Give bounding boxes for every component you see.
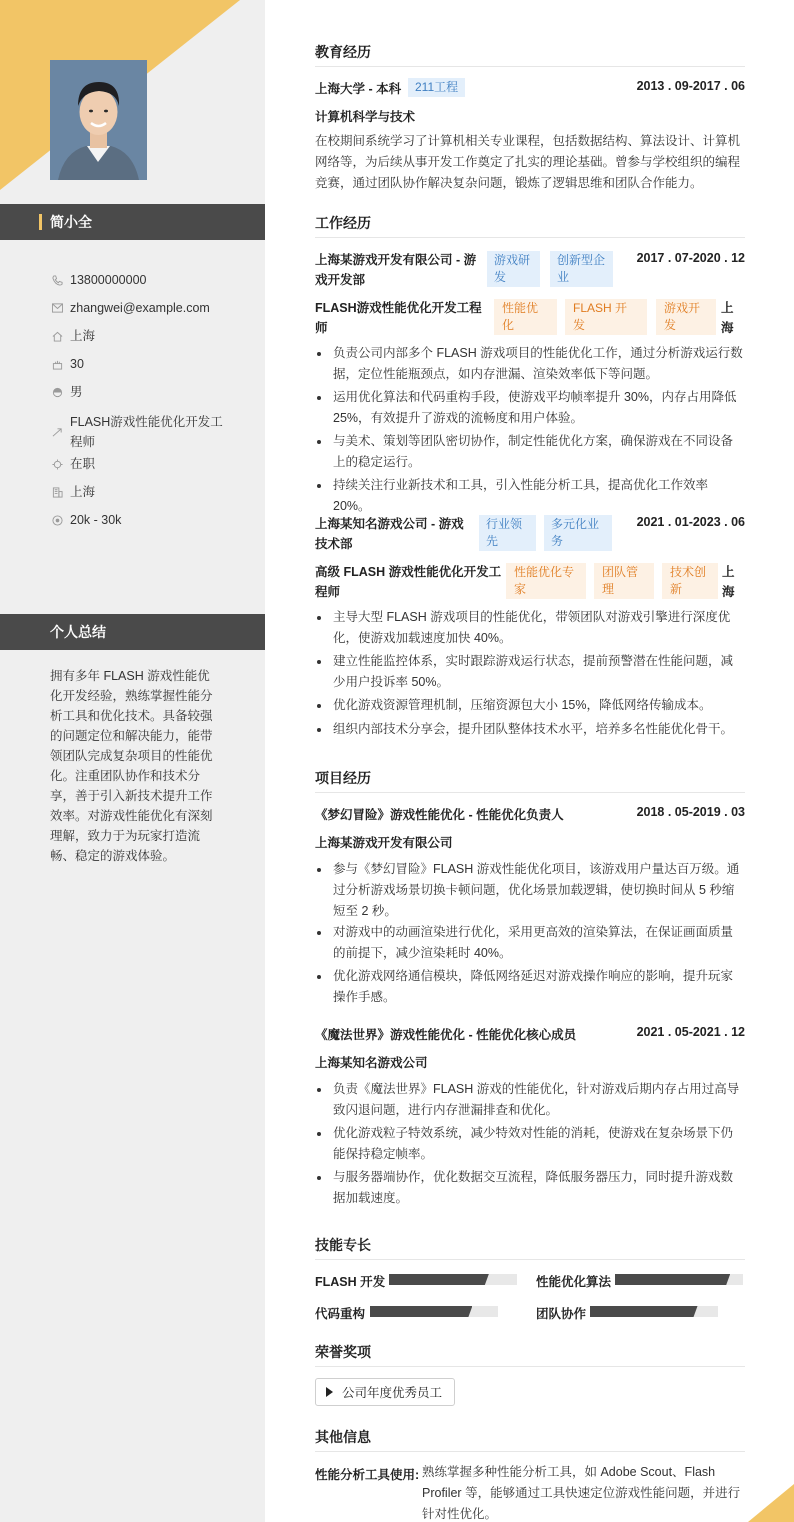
honors-title: 荣誉奖项 [315,1342,745,1367]
summary-header: 个人总结 [0,614,265,650]
other-value: 熟练掌握多种性能分析工具，如 Adobe Scout、Flash Profiler 等，能够通过工具快速定位游戏性能问题，并进行针对性优化。 [422,1465,741,1521]
skill-label: 团队协作 [536,1307,587,1321]
job1-tag-2: 创新型企 业 [550,251,613,287]
play-icon [326,1387,333,1397]
job2-bullet: 优化游戏资源管理机制，压缩资源包大小 15%，降低网络传输成本。 [315,695,745,716]
job2-role-tag-1: 性能优化专 家 [506,563,586,599]
job1-city: 上 海 [721,301,734,335]
project1-date: 2018 . 05-2019 . 03 [636,805,745,819]
project2-name: 《魔法世界》游戏性能优化 - 性能优化核心成员 [315,1028,577,1042]
job1-company: 上海某游戏开发有限公司 - 游 戏开发部 [315,253,477,287]
project1-bullet: 对游戏中的动画渲染进行优化，采用更高效的渲染算法，在保证画面质量的前提下，减少渲染耗时 40%。 [315,922,745,964]
contact-salary: 20k - 30k [50,510,230,538]
job1-bullet: 持续关注行业新技术和工具，引入性能分析工具，提高优化工作效率 20%。 [315,475,745,517]
skill-label: 性能优化算法 [536,1275,612,1289]
major: 计算机科学与技术 [315,110,416,124]
contact-gender: 男 [50,382,230,410]
contact-position: FLASH游戏性能优化开发工程师 [50,410,230,454]
sidebar [0,0,265,1522]
skill-bar-track [590,1306,718,1317]
job1-date: 2017 . 07-2020 . 12 [636,251,745,265]
contact-phone: 13800000000 [50,270,230,298]
contact-email: zhangwei@example.com [50,298,230,326]
job2-role-tag-3: 技术创 新 [662,563,718,599]
job1-tag-1: 游戏研 发 [487,251,540,287]
skill-bar-fill [615,1274,730,1285]
avatar [50,60,147,180]
job1-role-tag-1: 性能优 化 [494,299,557,335]
skills-title: 技能专长 [315,1235,745,1260]
job1-bullet: 负责公司内部多个 FLASH 游戏项目的性能优化工作，通过分析游戏运行数据，定位性能瓶颈点，如内存泄漏、渲染效率低下等问题。 [315,343,745,385]
job2-bullet: 主导大型 FLASH 游戏项目的性能优化，带领团队对游戏引擎进行深度优化，使游戏加载速度加快 40%。 [315,607,745,649]
skill-bar-track [615,1274,743,1285]
skill-label: 代码重构 [315,1307,366,1321]
summary-text: 拥有多年 FLASH 游戏性能优化开发经验，熟练掌握性能分析工具和优化技术。具备较强的问题定位和解决能力，能带领团队完成复杂项目的性能优化。注重团队协作和技术分享，善于引入新技术提升工作效率。对游戏性能优化有深刻理解，致力于为玩家打造流畅、稳定的游戏体验。 [50,669,213,863]
contact-list [50,270,230,538]
home-icon [50,326,64,346]
work-title: 工作经历 [315,213,745,238]
skill-label: FLASH 开发 [315,1275,386,1289]
mail-icon [50,298,64,318]
age-icon [50,354,64,374]
job2-tag-2: 多元化业 务 [544,515,612,551]
skill-bar-fill [590,1306,698,1317]
project2-company: 上海某知名游戏公司 [315,1056,428,1070]
job2-bullet: 建立性能监控体系，实时跟踪游戏运行状态，提前预警潜在性能问题，减少用户投诉率 50%。 [315,651,745,693]
job1-role-tag-2: FLASH 开 发 [565,299,647,335]
education-desc: 在校期间系统学习了计算机相关专业课程，包括数据结构、算法设计、计算机网络等，为后续从事开发工作奠定了扎实的理论基础。曾参与学校组织的编程竞赛，通过团队协作解决复杂问题，锻炼了逻辑思维和团队合作能力。 [315,134,741,190]
skill-bar-fill [389,1274,489,1285]
education-title: 教育经历 [315,42,745,67]
project1-company: 上海某游戏开发有限公司 [315,836,453,850]
job2-date: 2021 . 01-2023 . 06 [636,515,745,529]
other-label: 性能分析工具使用: [315,1468,420,1482]
building-icon [50,482,64,502]
project2-bullet: 优化游戏粒子特效系统，减少特效对性能的消耗，使游戏在复杂场景下仍能保持稳定帧率。 [315,1123,745,1165]
name-bar [0,204,265,240]
job2-bullet: 组织内部技术分享会，提升团队整体技术水平，培养多名性能优化骨干。 [315,719,745,740]
skill-bar-track [389,1274,517,1285]
contact-location: 上海 [50,482,230,510]
status-icon [50,454,64,474]
job1-bullet: 与美术、策划等团队密切协作，制定性能优化方案，确保游戏在不同设备上的稳定运行。 [315,431,745,473]
job2-tag-1: 行业领 先 [479,515,536,551]
contact-status: 在职 [50,454,230,482]
project1-bullet: 优化游戏网络通信模块，降低网络延迟对游戏操作响应的影响，提升玩家操作手感。 [315,966,745,1008]
skill-bar-fill [370,1306,472,1317]
project2-bullet: 与服务器端协作，优化数据交互流程，降低服务器压力，同时提升游戏数据加载速度。 [315,1167,745,1209]
briefcase-icon [50,412,64,452]
skill-bar-track [370,1306,498,1317]
contact-age: 30 [50,354,230,382]
gender-icon [50,382,64,402]
decorative-corner [748,1484,794,1522]
job2-role: 高级 FLASH 游戏性能优化开发工 程师 [315,565,502,599]
other-title: 其他信息 [315,1427,745,1452]
school-tag: 211工程 [408,78,465,97]
school-name: 上海大学 - 本科 [315,82,402,96]
job2-role-tag-2: 团队管 理 [594,563,654,599]
phone-icon [50,270,64,290]
job1-bullet: 运用优化算法和代码重构手段，使游戏平均帧率提升 30%，内存占用降低 25%，有效提升了游戏的流畅度和用户体验。 [315,387,745,429]
education-date: 2013 . 09-2017 . 06 [636,79,745,93]
award-item[interactable]: 公司年度优秀员工 [315,1378,455,1406]
job2-company: 上海某知名游戏公司 - 游戏 技术部 [315,517,464,551]
project2-bullet: 负责《魔法世界》FLASH 游戏的性能优化，针对游戏后期内存占用过高导致闪退问题，进行内存泄漏排查和优化。 [315,1079,745,1121]
job2-city: 上 海 [722,565,735,599]
projects-title: 项目经历 [315,768,745,793]
candidate-name: 简小全 [50,214,92,230]
contact-city: 上海 [50,326,230,354]
project2-date: 2021 . 05-2021 . 12 [636,1025,745,1039]
job1-role: FLASH游戏性能优化开发工程 师 [315,301,482,335]
salary-icon [50,510,64,530]
project1-bullet: 参与《梦幻冒险》FLASH 游戏性能优化项目，该游戏用户量达百万级。通过分析游戏场景切换卡顿问题，优化场景加载逻辑，使切换时间从 5 秒缩短至 2 秒。 [315,859,745,922]
project1-name: 《梦幻冒险》游戏性能优化 - 性能优化负责人 [315,808,564,822]
job1-role-tag-3: 游戏开 发 [656,299,716,335]
